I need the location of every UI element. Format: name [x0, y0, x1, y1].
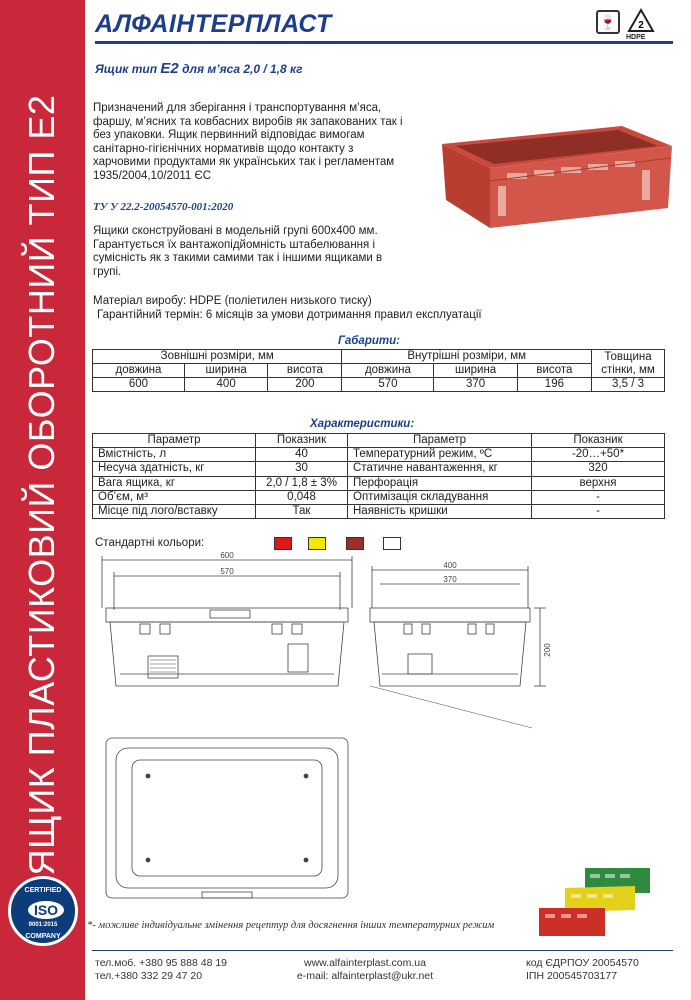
iso-number-text: 9001:2015 — [28, 922, 58, 928]
param-cell: Вага ящика, кг — [93, 476, 256, 490]
dim-400: 400 — [443, 561, 457, 570]
landline-phone: тел.+380 332 29 47 20 — [95, 969, 203, 982]
outer-length-label: довжина — [93, 364, 185, 378]
value-cell: 2,0 / 1,8 ± 3% — [256, 476, 348, 490]
value-header: Показник — [256, 434, 348, 448]
param-header: Параметр — [348, 434, 532, 448]
technical-drawing — [92, 548, 562, 918]
table-row — [93, 476, 665, 490]
param-cell: Перфорація — [348, 476, 532, 490]
web-block — [290, 957, 440, 982]
title-prefix: Ящик тип — [95, 62, 161, 76]
standard-colors-label: Стандартні кольори: — [95, 537, 205, 549]
product-title — [95, 60, 303, 77]
outer-width-value: 400 — [184, 378, 267, 392]
dimensions-title: Габарити: — [338, 335, 400, 347]
inner-dimensions-header: Внутрішні розміри, мм — [342, 350, 592, 364]
crate-photo — [432, 116, 677, 236]
param-header: Параметр — [93, 434, 256, 448]
dim-200: 200 — [543, 643, 552, 657]
description-warranty: Гарантійний термін: 6 місяців за умови дотримання правил експлуатації — [97, 309, 482, 321]
outer-width-label: ширина — [184, 364, 267, 378]
footnote: *- можливе індивідуальне змінення рецептур для досягнення інших температурних режим — [87, 920, 495, 931]
iso-main-text: ISO — [28, 901, 64, 919]
footer-divider — [92, 950, 673, 951]
mobile-phone: тел.моб. +380 95 888 48 19 — [95, 957, 228, 969]
tax-id: ІПН 200545703177 — [526, 969, 618, 982]
material-code: 2 — [638, 20, 644, 31]
param-cell: Наявність кришки — [348, 504, 532, 518]
value-cell: верхня — [532, 476, 665, 490]
outer-height-label: висота — [268, 364, 342, 378]
param-cell: Місце під лого/вставку — [93, 504, 256, 518]
value-cell: - — [532, 490, 665, 504]
material-label: HDPE — [626, 34, 646, 41]
outer-dimensions-header: Зовнішні розміри, мм — [93, 350, 342, 364]
food-safe-icon: 🍷 — [596, 10, 620, 34]
value-cell: -20…+50* — [532, 448, 665, 462]
wall-thickness-value: 3,5 / 3 — [592, 378, 665, 392]
param-cell: Несуча здатність, кг — [93, 462, 256, 476]
table-row — [93, 448, 665, 462]
sidebar-title: ЯЩИК ПЛАСТИКОВИЙ ОБОРОТНИЙ ТИП Е2 — [21, 94, 62, 876]
inner-width-value: 370 — [434, 378, 517, 392]
value-cell: 40 — [256, 448, 348, 462]
outer-height-value: 200 — [268, 378, 342, 392]
param-cell: Оптимізація складування — [348, 490, 532, 504]
characteristics-header-row — [93, 434, 665, 448]
characteristics-table — [92, 433, 665, 519]
characteristics-title: Характеристики: — [310, 418, 415, 430]
dim-570: 570 — [220, 567, 234, 576]
wall-thickness-header: Товщина стінки, мм — [592, 350, 665, 378]
recycle-icon — [627, 8, 655, 34]
stacked-crates-photo — [535, 868, 675, 938]
title-suffix: для м’яса 2,0 / 1,8 кг — [178, 62, 303, 76]
value-cell: Так — [256, 504, 348, 518]
company-codes — [526, 957, 639, 982]
inner-length-value: 570 — [342, 378, 434, 392]
inner-width-label: ширина — [434, 364, 517, 378]
table-row — [93, 490, 665, 504]
dimensions-table — [92, 349, 665, 392]
technical-spec-code: ТУ У 22.2-20054570-001:2020 — [93, 201, 234, 213]
param-cell: Температурний режим, ºC — [348, 448, 532, 462]
edrpou-code: код ЄДРПОУ 20054570 — [526, 957, 639, 969]
param-cell: Вмістність, л — [93, 448, 256, 462]
email-link[interactable]: e-mail: alfainterplast@ukr.net — [296, 969, 434, 982]
iso-top-text: CERTIFIED — [24, 887, 62, 894]
value-cell: 0,048 — [256, 490, 348, 504]
iso-certified-badge — [8, 876, 78, 946]
website-link[interactable]: www.alfainterplast.com.ua — [304, 957, 426, 969]
table-row — [93, 504, 665, 518]
dim-600: 600 — [220, 551, 234, 560]
company-logo: АЛФАІНТЕРПЛАСТ — [95, 10, 332, 38]
dim-370: 370 — [443, 575, 457, 584]
value-cell: 30 — [256, 462, 348, 476]
param-cell: Об’єм, м³ — [93, 490, 256, 504]
description-module: Ящики сконструйовані в модельній групі 600х400 мм. Гарантується їх вантажопідйомність штабелювання і сумісність як з такими самими так і іншими ящиками в групі. — [93, 225, 383, 278]
value-cell: 320 — [532, 462, 665, 476]
value-cell: - — [532, 504, 665, 518]
value-header: Показник — [532, 434, 665, 448]
iso-bottom-text: COMPANY — [25, 933, 61, 940]
inner-height-value: 196 — [517, 378, 591, 392]
inner-length-label: довжина — [342, 364, 434, 378]
title-model: Е2 — [160, 60, 179, 77]
sidebar — [0, 0, 85, 1000]
description-purpose: Призначений для зберігання і транспортування м’яса, фаршу, м’ясних та ковбасних виробів як запакованих так і без упаковки. Ящик первинний відповідає вимогам санітарно-гігієнічних нормативів щодо контакту з харчовими продуктами як українських так і регламентам 1935/2004,10/2011 ЄС — [93, 102, 403, 182]
inner-height-label: висота — [517, 364, 591, 378]
phone-block — [95, 957, 227, 982]
header-divider — [95, 41, 673, 44]
table-row — [93, 462, 665, 476]
description-material: Матеріал виробу: HDPE (поліетилен низького тиску) — [93, 295, 372, 307]
param-cell: Статичне навантаження, кг — [348, 462, 532, 476]
outer-length-value: 600 — [93, 378, 185, 392]
